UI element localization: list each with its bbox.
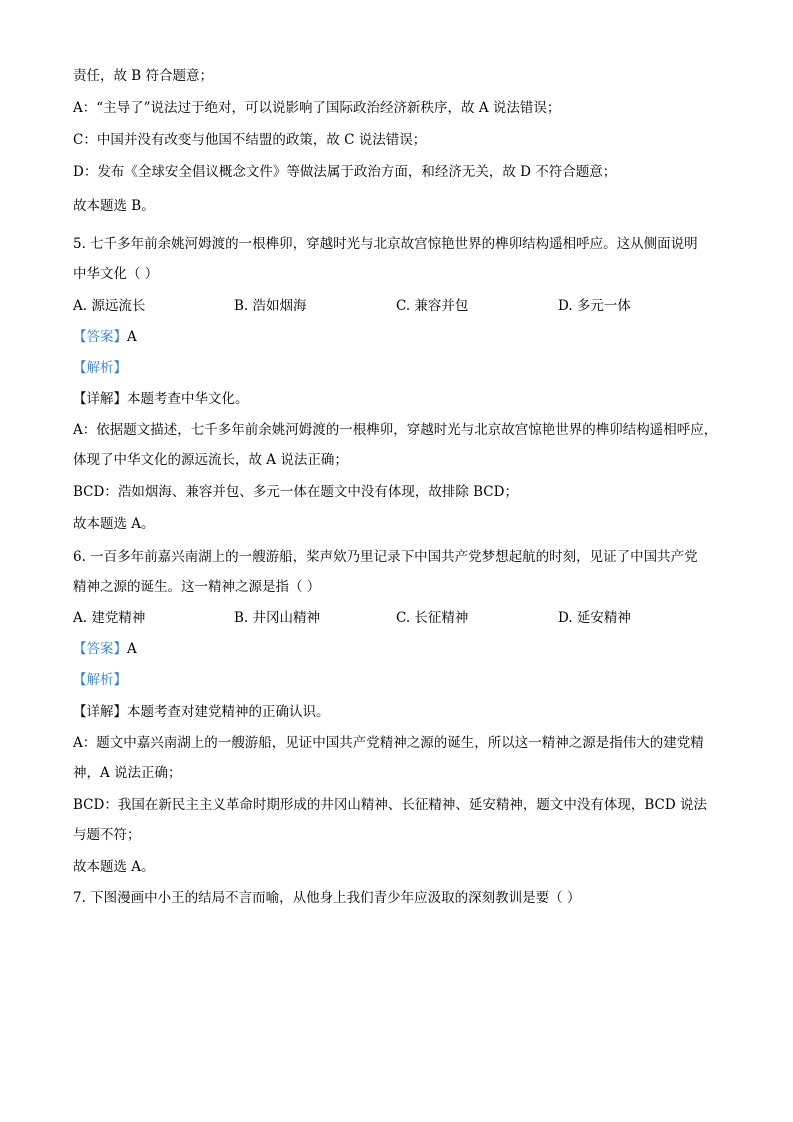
prev-explanation-line: 责任，故 B 符合题意； [73, 68, 214, 84]
q5-answer [73, 327, 137, 347]
q6-stem: 6. 一百多年前嘉兴南湖上的一艘游船，桨声欸乃里记录下中国共产党梦想起航的时刻，见证了中国共产党 [73, 549, 698, 565]
answer-value: A [127, 641, 137, 657]
q5-stem: 中华文化（ ） [73, 266, 159, 282]
q6-option-d: D. 延安精神 [558, 610, 631, 626]
q6-answer [73, 639, 137, 659]
q6-detail: 【详解】本题考查对建党精神的正确认识。 [73, 704, 330, 720]
q5-explanation: A：依据题文描述，七千多年前余姚河姆渡的一根榫卯，穿越时光与北京故宫惊艳世界的榫卯结构遥相呼应， [73, 422, 718, 438]
prev-explanation-line: C：中国并没有改变与他国不结盟的政策，故 C 说法错误； [73, 132, 427, 148]
q5-detail: 【详解】本题考查中华文化。 [73, 391, 249, 407]
prev-explanation-line: A：“主导了”说法过于绝对，可以说影响了国际政治经济新秩序，故 A 说法错误； [73, 100, 561, 116]
q6-explanation: 神，A 说法正确； [73, 765, 182, 781]
q6-explanation: A：题文中嘉兴南湖上的一艘游船，见证中国共产党精神之源的诞生，所以这一精神之源是指伟大的建党精 [73, 735, 704, 751]
q6-option-a: A. 建党精神 [73, 610, 146, 626]
answer-tag: 【答案】 [73, 641, 127, 657]
q5-option-c: C. 兼容并包 [396, 298, 469, 314]
q6-explanation: BCD：我国在新民主主义革命时期形成的井冈山精神、长征精神、延安精神，题文中没有体现，BCD 说法 [73, 797, 707, 813]
q6-analysis-tag: 【解析】 [73, 672, 127, 688]
q6-conclusion: 故本题选 A。 [73, 859, 155, 875]
q5-conclusion: 故本题选 A。 [73, 516, 155, 532]
q6-option-b: B. 井冈山精神 [234, 610, 321, 626]
q5-stem: 5. 七千多年前余姚河姆渡的一根榫卯，穿越时光与北京故宫惊艳世界的榫卯结构遥相呼应。这从侧面说明 [73, 236, 698, 252]
q7-stem: 7. 下图漫画中小王的结局不言而喻，从他身上我们青少年应汲取的深刻教训是要（ ） [73, 890, 581, 906]
q6-option-c: C. 长征精神 [396, 610, 469, 626]
answer-value: A [127, 329, 137, 345]
answer-tag: 【答案】 [73, 329, 127, 345]
q5-analysis-tag: 【解析】 [73, 360, 127, 376]
prev-conclusion: 故本题选 B。 [73, 198, 155, 214]
q5-option-a: A. 源远流长 [73, 298, 146, 314]
prev-explanation-line: D：发布《全球安全倡议概念文件》等做法属于政治方面，和经济无关，故 D 不符合题意； [73, 164, 617, 180]
q5-explanation: BCD：浩如烟海、兼容并包、多元一体在题文中没有体现，故排除 BCD； [73, 484, 518, 500]
q6-stem: 精神之源的诞生。这一精神之源是指（ ） [73, 579, 321, 595]
q5-option-b: B. 浩如烟海 [234, 298, 307, 314]
q6-explanation: 与题不符； [73, 827, 141, 843]
q5-explanation: 体现了中华文化的源远流长，故 A 说法正确； [73, 452, 348, 468]
q5-option-d: D. 多元一体 [558, 298, 631, 314]
